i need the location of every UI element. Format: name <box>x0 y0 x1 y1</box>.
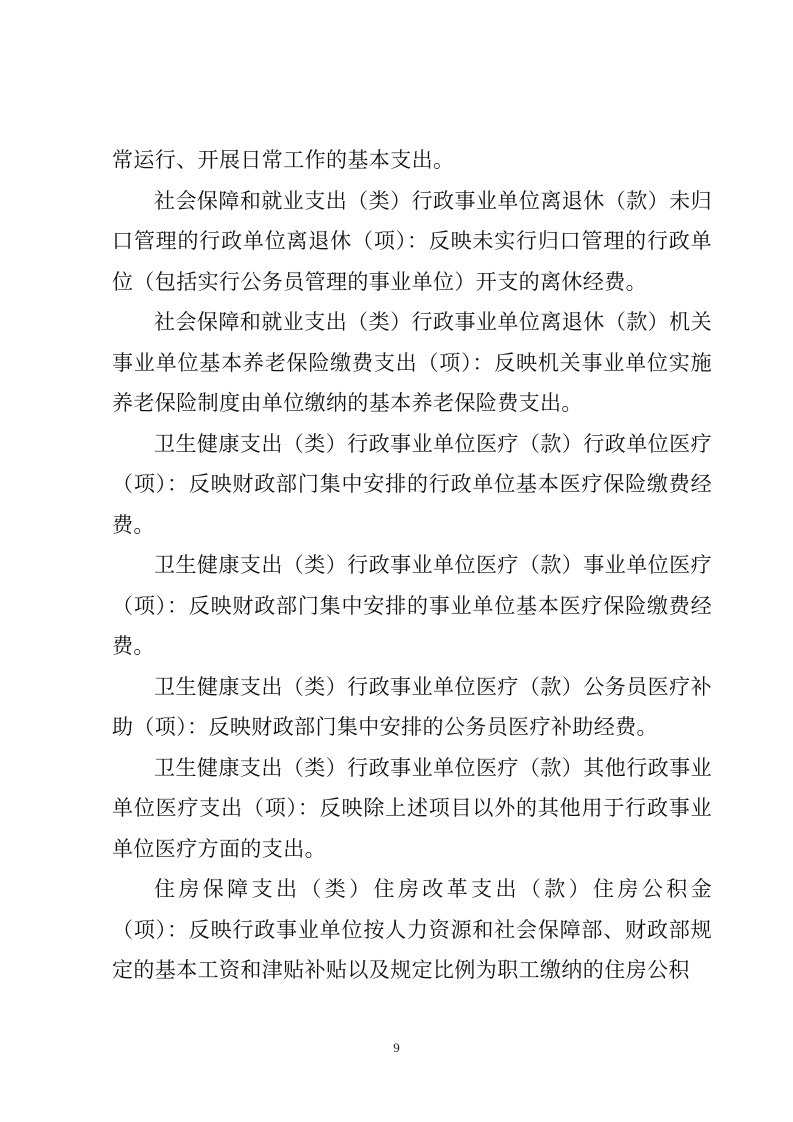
paragraph-pension-insurance: 社会保障和就业支出（类）行政事业单位离退休（款）机关事业单位基本养老保险缴费支出（项）：反映机关事业单位实施养老保险制度由单位缴纳的基本养老保险费支出。 <box>112 310 712 415</box>
paragraph-other-medical: 卫生健康支出（类）行政事业单位医疗（款）其他行政事业单位医疗支出（项）：反映除上述项目以外的其他用于行政事业单位医疗方面的支出。 <box>112 755 712 861</box>
paragraph-public-institution-medical: 卫生健康支出（类）行政事业单位医疗（款）事业单位医疗（项）：反映财政部门集中安排的事业单位基本医疗保险缴费经费。 <box>112 553 712 658</box>
body-text <box>112 140 712 991</box>
paragraph-admin-unit-medical: 卫生健康支出（类）行政事业单位医疗（款）行政单位医疗（项）：反映财政部门集中安排的行政单位基本医疗保险缴费经费。 <box>112 431 712 537</box>
paragraph-civil-servant-medical-subsidy: 卫生健康支出（类）行政事业单位医疗（款）公务员医疗补助（项）：反映财政部门集中安排的公务员医疗补助经费。 <box>112 674 712 739</box>
paragraph-housing-provident-fund: 住房保障支出（类）住房改革支出（款）住房公积金（项）：反映行政事业单位按人力资源和社会保障部、财政部规定的基本工资和津贴补贴以及规定比例为职工缴纳的住房公积 <box>112 877 712 982</box>
page-number: 9 <box>393 1040 400 1055</box>
paragraph-retiree-unattributed: 社会保障和就业支出（类）行政事业单位离退休（款）未归口管理的行政单位离退休（项）：反映未实行归口管理的行政单位（包括实行公务员管理的事业单位）开支的离休经费。 <box>112 188 712 294</box>
paragraph-continuation: 常运行、开展日常工作的基本支出。 <box>112 148 455 172</box>
